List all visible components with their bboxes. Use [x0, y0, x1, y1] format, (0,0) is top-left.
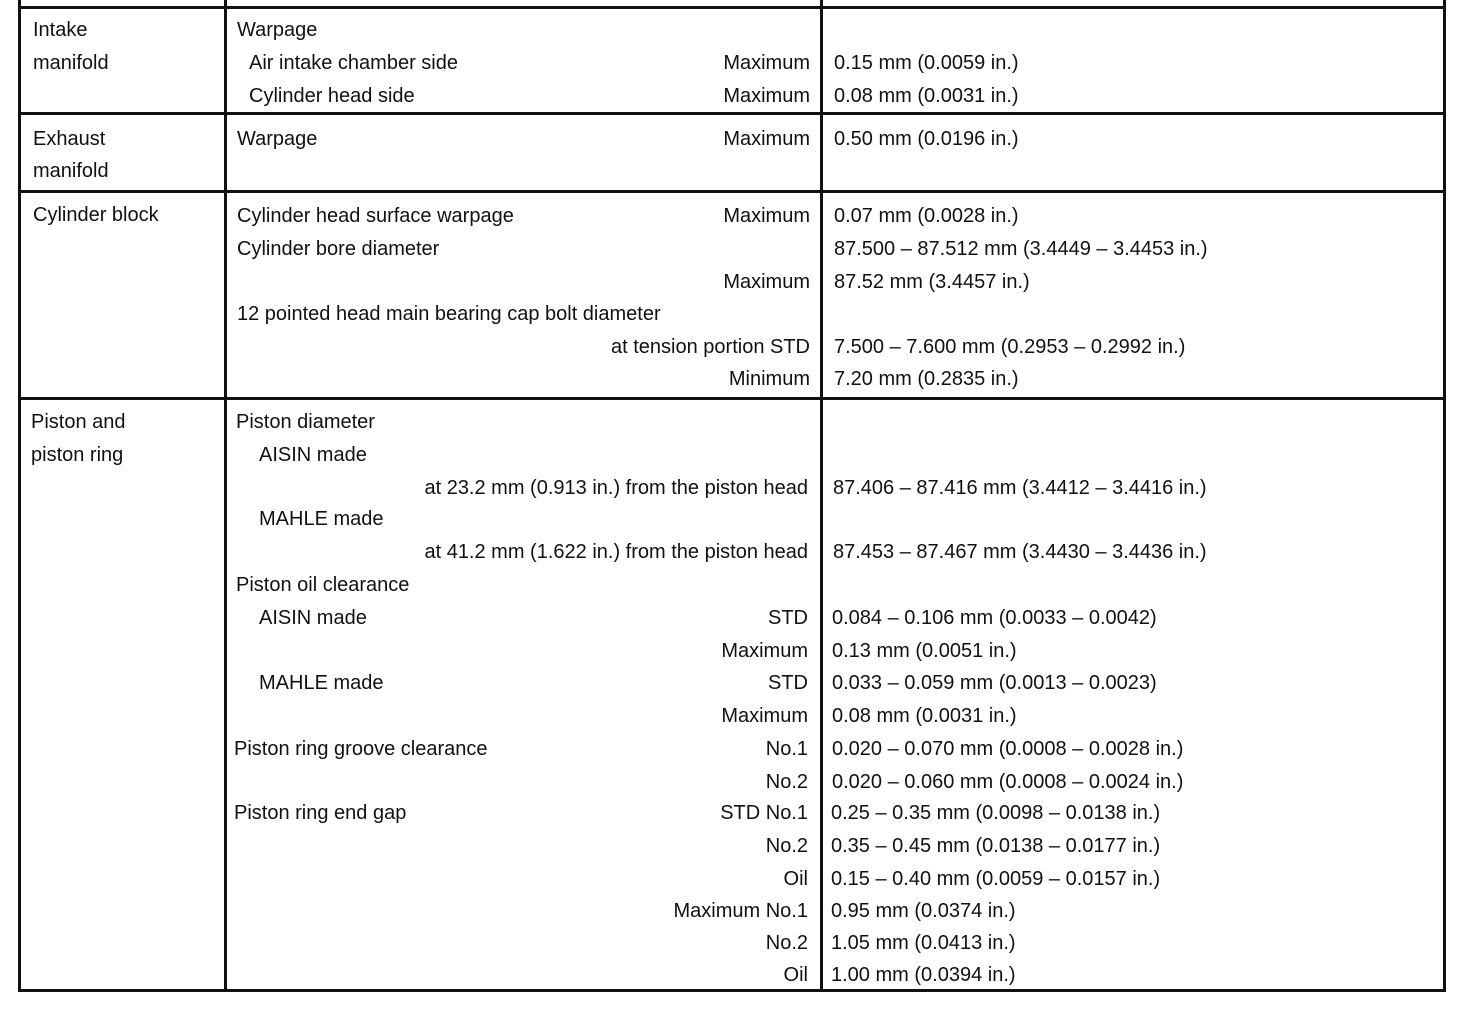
spec-value: 87.453 – 87.467 mm (3.4430 – 3.4436 in.) — [833, 541, 1207, 563]
condition-label: Oil — [783, 868, 808, 890]
spec-value: 0.50 mm (0.0196 in.) — [834, 128, 1019, 150]
item-label: AISIN made — [259, 607, 367, 629]
condition-label: Maximum — [723, 52, 810, 74]
component-label: manifold — [33, 160, 109, 182]
item-label: Piston diameter — [236, 411, 375, 433]
condition-label: Minimum — [728, 368, 810, 390]
column-divider — [820, 0, 823, 989]
spec-value: 0.15 – 0.40 mm (0.0059 – 0.0157 in.) — [831, 868, 1161, 890]
item-label: Warpage — [237, 19, 318, 41]
spec-value: 0.13 mm (0.0051 in.) — [832, 640, 1017, 662]
condition-label: Maximum — [723, 205, 810, 227]
component-label: manifold — [33, 52, 109, 74]
spec-value: 1.00 mm (0.0394 in.) — [831, 964, 1016, 986]
condition-label: No.1 — [765, 738, 808, 760]
condition-label: at 23.2 mm (0.913 in.) from the piston head — [424, 477, 808, 499]
spec-value: 0.15 mm (0.0059 in.) — [834, 52, 1019, 74]
spec-value: 7.500 – 7.600 mm (0.2953 – 0.2992 in.) — [834, 336, 1186, 358]
spec-value: 0.08 mm (0.0031 in.) — [834, 85, 1019, 107]
item-label: Piston ring end gap — [234, 802, 407, 824]
item-label: MAHLE made — [259, 508, 384, 530]
item-label: Cylinder bore diameter — [237, 238, 440, 260]
section-divider — [21, 6, 1443, 9]
item-label: AISIN made — [259, 444, 367, 466]
item-label: Cylinder head side — [249, 85, 415, 107]
condition-label: Maximum No.1 — [673, 900, 808, 922]
component-label: Cylinder block — [33, 204, 159, 226]
spec-value: 7.20 mm (0.2835 in.) — [834, 368, 1019, 390]
condition-label: Maximum — [723, 128, 810, 150]
spec-value: 0.25 – 0.35 mm (0.0098 – 0.0138 in.) — [831, 802, 1161, 824]
spec-value: 0.020 – 0.070 mm (0.0008 – 0.0028 in.) — [832, 738, 1184, 760]
component-label: Intake — [33, 19, 88, 41]
condition-label: Maximum — [723, 271, 810, 293]
section-divider — [21, 112, 1443, 115]
spec-value: 0.95 mm (0.0374 in.) — [831, 900, 1016, 922]
component-label: Exhaust — [33, 128, 106, 150]
spec-value: 0.084 – 0.106 mm (0.0033 – 0.0042) — [832, 607, 1157, 629]
condition-label: STD — [768, 672, 808, 694]
item-label: MAHLE made — [259, 672, 384, 694]
spec-value: 87.500 – 87.512 mm (3.4449 – 3.4453 in.) — [834, 238, 1208, 260]
condition-label: No.2 — [765, 932, 808, 954]
item-label: Cylinder head surface warpage — [237, 205, 514, 227]
condition-label: at tension portion STD — [611, 336, 810, 358]
item-label: Air intake chamber side — [249, 52, 458, 74]
condition-label: at 41.2 mm (1.622 in.) from the piston head — [424, 541, 808, 563]
spec-value: 1.05 mm (0.0413 in.) — [831, 932, 1016, 954]
section-divider — [21, 397, 1443, 400]
condition-label: STD — [768, 607, 808, 629]
item-label: Piston ring groove clearance — [234, 738, 488, 760]
section-divider — [21, 190, 1443, 193]
spec-value: 87.406 – 87.416 mm (3.4412 – 3.4416 in.) — [833, 477, 1207, 499]
condition-label: Oil — [783, 964, 808, 986]
component-label: Piston and — [31, 411, 126, 433]
spec-value: 0.35 – 0.45 mm (0.0138 – 0.0177 in.) — [831, 835, 1161, 857]
column-divider — [224, 0, 227, 989]
item-label: Warpage — [237, 128, 318, 150]
item-label: Piston oil clearance — [236, 574, 410, 596]
condition-label: Maximum — [721, 705, 808, 727]
condition-label: STD No.1 — [720, 802, 808, 824]
condition-label: No.2 — [765, 771, 808, 793]
spec-value: 0.07 mm (0.0028 in.) — [834, 205, 1019, 227]
spec-value: 87.52 mm (3.4457 in.) — [834, 271, 1030, 293]
component-label: piston ring — [31, 444, 124, 466]
spec-value: 0.020 – 0.060 mm (0.0008 – 0.0024 in.) — [832, 771, 1184, 793]
spec-value: 0.08 mm (0.0031 in.) — [832, 705, 1017, 727]
condition-label: No.2 — [765, 835, 808, 857]
spec-value: 0.033 – 0.059 mm (0.0013 – 0.0023) — [832, 672, 1157, 694]
condition-label: Maximum — [723, 85, 810, 107]
condition-label: Maximum — [721, 640, 808, 662]
item-label: 12 pointed head main bearing cap bolt diameter — [237, 303, 661, 325]
